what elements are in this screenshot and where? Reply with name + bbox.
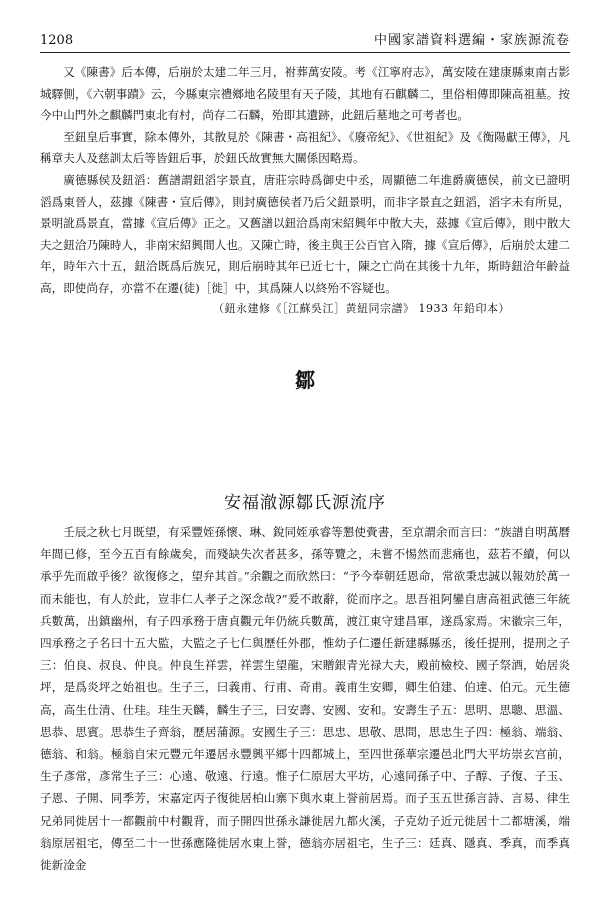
preface-text-block: [40, 521, 570, 876]
source-citation: （鈕永建修《［江蘇吳江］黄紐同宗譜》 1933 年鉛印本）: [213, 302, 510, 315]
running-header: [40, 18, 570, 53]
section-title: 安福澈源鄒氏源流序: [224, 493, 386, 513]
preface-paragraph: 壬辰之秋七月既望，有采豐姪孫懷、琳、銳同姪承睿等懇使賫書，至京謂余而言曰：“族譜自明萬曆年間已修，至今五百有餘歲矣，而殘缺失次者甚多，孫等覽之，未嘗不惕然而悲痛也，茲若不續，何以承乎先而啟乎後？欲復修之，望弁其首。”余觀之而欣然曰：“予今奉朝廷恩命，常欲秉忠誠以報効於萬一而未能也，有人於此，豈非仁人孝子之深念哉?”爰不敢辭，從而序之。思吾祖阿鑾自唐高祖武德三年統兵數萬，出鎮幽州，有子四承務于唐貞觀元年仍統兵數萬，渡江東守建昌軍，遂爲家焉。宋徽宗三年，四承務之子名曰十五大監，大監之子七仁與歷任外郡，惟幼子仁遷任新建縣縣丞，後任提刑，提刑之子三：伯良、叔良、仲良。仲良生祥雲，祥雲生望龍，宋贈銀青光禄大夫，殿前檢校、國子祭酒，始居炎坪，是爲炎坪之始祖也。生子三，曰義甫、行甫、奇甫。義甫生安卿，卿生伯建、伯達、伯元。元生德高，高生仕清、仕珪。珪生天麟，麟生子三，曰安壽、安國、安和。安壽生子五：思明、思聰、思溫、思恭、思賓。思恭生子齊翁，歷居蒲源。安國生子三：思忠、思敬、思問，思忠生子四：極翁、端翁、德翁、和翁。極翁自宋元豐元年遷居永豐興平鄉十四都城上，至四世孫華宗遷邑北門大平坊崇玄宫前，生子彥常，彥常生子三：心遠、敬遠、行遠。惟子仁原居大平坊，心遠同孫子中、子醇、子復、子玉、子恩、子開、同季芳，宋嘉定丙子復徙居柏山寨下與水東上誉前居焉。而子玉五世孫言詩、言易、律生兄弟同徙居十一都觀前中村觀背，而子開四世孫永謙徙居九都火溪，子克幼子近元徙居十二都塘溪，端翁原居祖宅，傳至二十一世孫應隆徙居水東上誉，德翁亦居祖宅，生子三：廷真、隱真、季真，而季真徙新淦金: [40, 525, 570, 873]
continued-text-block: [40, 62, 570, 300]
page-number: 1208: [40, 33, 74, 48]
body-paragraph: 廣德縣侯及鈕滔：舊譜謂鈕滔字景直，唐莊宗時爲御史中丞，周顯德二年進爵廣德侯，前文已證明滔爲東晉人，茲據《陳書・宣后傳》，則封廣德侯者乃后父鈕景明，而非字景直之鈕滔，滔字未有所見，景明訛爲景直，當據《宣后傳》正之。又舊譜以鈕洽爲南宋紹興年中散大夫，茲據《宣后傳》，則中散大夫之鈕洽乃陳時人，非南宋紹興間人也。又陳亡時，後主與王公百官入隋，據《宣后傳》，后崩於太建二年，時年六十五，鈕洽既爲后族兄，則后崩時其年已近七十，陳之亡尚在其後十九年，斯時鈕洽年齡益高，即使尚存，亦當不在遷(徒)［徙］中，其爲陳人以終殆不容疑也。: [40, 172, 570, 295]
body-paragraph: 至鈕皇后事實，除本傳外，其散見於《陳書・高祖紀》、《廢帝紀》、《世祖紀》及《衡陽獻王傳》，凡稱章夫人及慈訓太后等皆鈕后事，於鈕氏故實無大關係因略焉。: [40, 129, 570, 166]
book-title: 中國家譜資料選編・家族源流卷: [373, 33, 570, 48]
surname-heading: 鄒: [295, 368, 315, 392]
body-paragraph: 又《陳書》后本傳，后崩於太建二年三月，祔葬萬安陵。考《江寧府志》，萬安陵在建康縣東南古影城驛側，《六朝事蹟》云，今縣東宗禮鄉地名陵里有天子陵，其地有石麒麟二，里俗相傳即陳高祖墓。按今中山門外之麒麟門東北有村，尚存二石麟，殆即其遺跡，此鈕后墓地之可考者也。: [40, 65, 570, 123]
